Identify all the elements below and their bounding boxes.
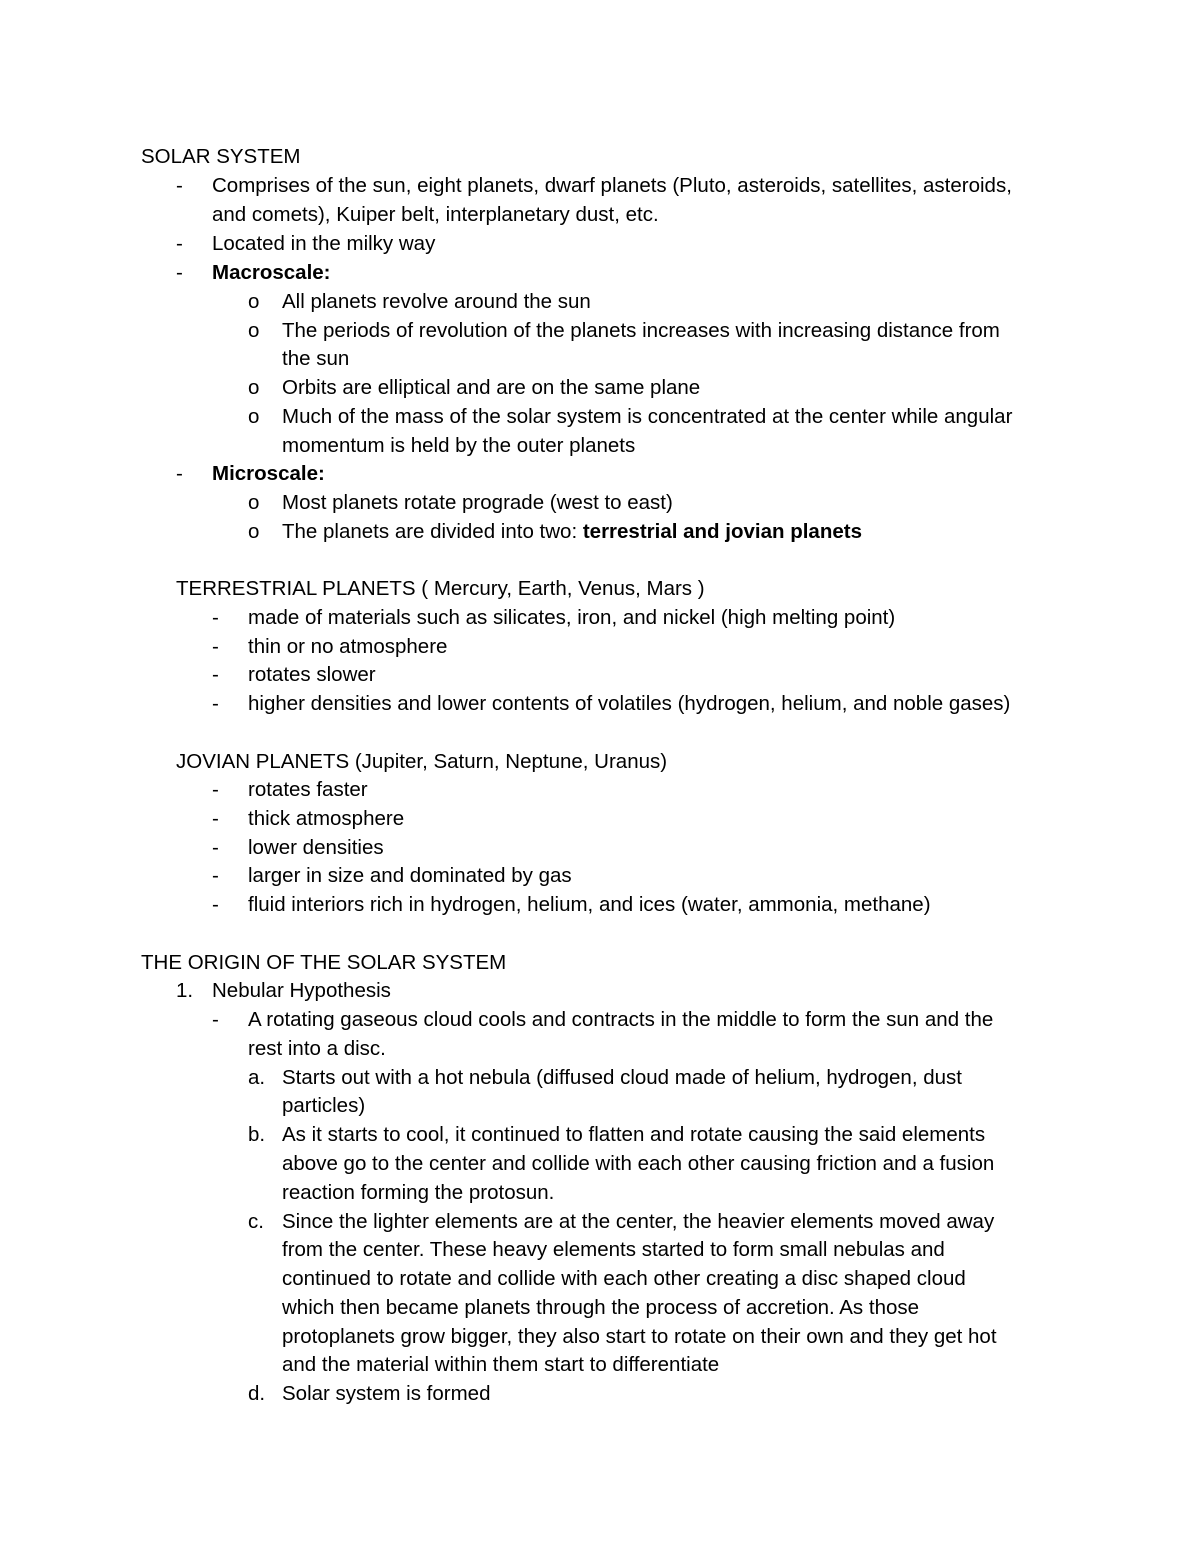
dash-marker: -	[176, 174, 183, 197]
dash-marker: -	[212, 778, 219, 801]
dash-marker: -	[212, 692, 219, 715]
numbered-item-title: Nebular Hypothesis	[212, 979, 391, 1002]
step-line: As it starts to cool, it continued to flatten and rotate causing the said elements	[282, 1123, 986, 1146]
dash-marker: -	[176, 462, 183, 485]
list-item: Comprises of the sun, eight planets, dwarf planets (Pluto, asteroids, satellites, asteroids,	[212, 174, 1012, 197]
macroscale-label: Macroscale:	[212, 261, 331, 284]
circle-marker: o	[248, 491, 260, 514]
step-line: protoplanets grow bigger, they also start to rotate on their own and they get hot	[282, 1325, 997, 1348]
list-item: Much of the mass of the solar system is concentrated at the center while angular	[282, 405, 1013, 428]
list-item: rotates slower	[248, 663, 376, 686]
step-line: Solar system is formed	[282, 1382, 491, 1405]
list-item: A rotating gaseous cloud cools and contracts in the middle to form the sun and the	[248, 1008, 994, 1031]
circle-marker: o	[248, 319, 260, 342]
section-heading-jovian: JOVIAN PLANETS (Jupiter, Saturn, Neptune, Uranus)	[176, 750, 668, 773]
microscale-label: Microscale:	[212, 462, 325, 485]
dash-marker: -	[212, 635, 219, 658]
circle-marker: o	[248, 290, 260, 313]
step-line: continued to rotate and collide with each other creating a disc shaped cloud	[282, 1267, 966, 1290]
letter-marker: a.	[248, 1066, 266, 1089]
circle-marker: o	[248, 376, 260, 399]
dash-marker: -	[176, 232, 183, 255]
section-heading-origin: THE ORIGIN OF THE SOLAR SYSTEM	[141, 951, 507, 974]
step-line: from the center. These heavy elements started to form small nebulas and	[282, 1238, 945, 1261]
circle-marker: o	[248, 520, 260, 543]
list-item: Located in the milky way	[212, 232, 436, 255]
list-item: Most planets rotate prograde (west to east)	[282, 491, 673, 514]
step-line: Starts out with a hot nebula (diffused cloud made of helium, hydrogen, dust	[282, 1066, 962, 1089]
list-item	[282, 517, 862, 546]
list-item-continued: the sun	[282, 347, 350, 370]
dash-marker: -	[212, 1008, 219, 1031]
step-line: particles)	[282, 1094, 366, 1117]
list-item-continued: rest into a disc.	[248, 1037, 386, 1060]
list-item: The periods of revolution of the planets increases with increasing distance from	[282, 319, 1000, 342]
dash-marker: -	[212, 893, 219, 916]
dash-marker: -	[212, 663, 219, 686]
list-item: Orbits are elliptical and are on the same plane	[282, 376, 701, 399]
number-marker: 1.	[176, 979, 194, 1002]
list-item-continued: momentum is held by the outer planets	[282, 434, 636, 457]
dash-marker: -	[212, 864, 219, 887]
letter-marker: b.	[248, 1123, 266, 1146]
step-line: which then became planets through the process of accretion. As those	[282, 1296, 920, 1319]
step-line: reaction forming the protosun.	[282, 1181, 555, 1204]
list-item: larger in size and dominated by gas	[248, 864, 572, 887]
dash-marker: -	[212, 606, 219, 629]
letter-marker: c.	[248, 1210, 264, 1233]
list-item: thin or no atmosphere	[248, 635, 448, 658]
step-line: Since the lighter elements are at the center, the heavier elements moved away	[282, 1210, 995, 1233]
list-item: thick atmosphere	[248, 807, 405, 830]
list-item: fluid interiors rich in hydrogen, helium, and ices (water, ammonia, methane)	[248, 893, 931, 916]
list-item-continued: and comets), Kuiper belt, interplanetary dust, etc.	[212, 203, 659, 226]
list-item: made of materials such as silicates, iron, and nickel (high melting point)	[248, 606, 896, 629]
dash-marker: -	[176, 261, 183, 284]
section-heading-terrestrial: TERRESTRIAL PLANETS ( Mercury, Earth, Venus, Mars )	[176, 577, 705, 600]
step-line: above go to the center and collide with each other causing friction and a fusion	[282, 1152, 995, 1175]
list-item: rotates faster	[248, 778, 368, 801]
section-heading-solar-system: SOLAR SYSTEM	[141, 145, 301, 168]
list-item-text: The planets are divided into two:	[282, 520, 583, 543]
list-item: higher densities and lower contents of volatiles (hydrogen, helium, and noble gases)	[248, 692, 1011, 715]
list-item: lower densities	[248, 836, 384, 859]
dash-marker: -	[212, 836, 219, 859]
list-item: All planets revolve around the sun	[282, 290, 591, 313]
letter-marker: d.	[248, 1382, 266, 1405]
list-item-bold-text: terrestrial and jovian planets	[582, 520, 862, 543]
circle-marker: o	[248, 405, 260, 428]
dash-marker: -	[212, 807, 219, 830]
step-line: and the material within them start to differentiate	[282, 1353, 720, 1376]
